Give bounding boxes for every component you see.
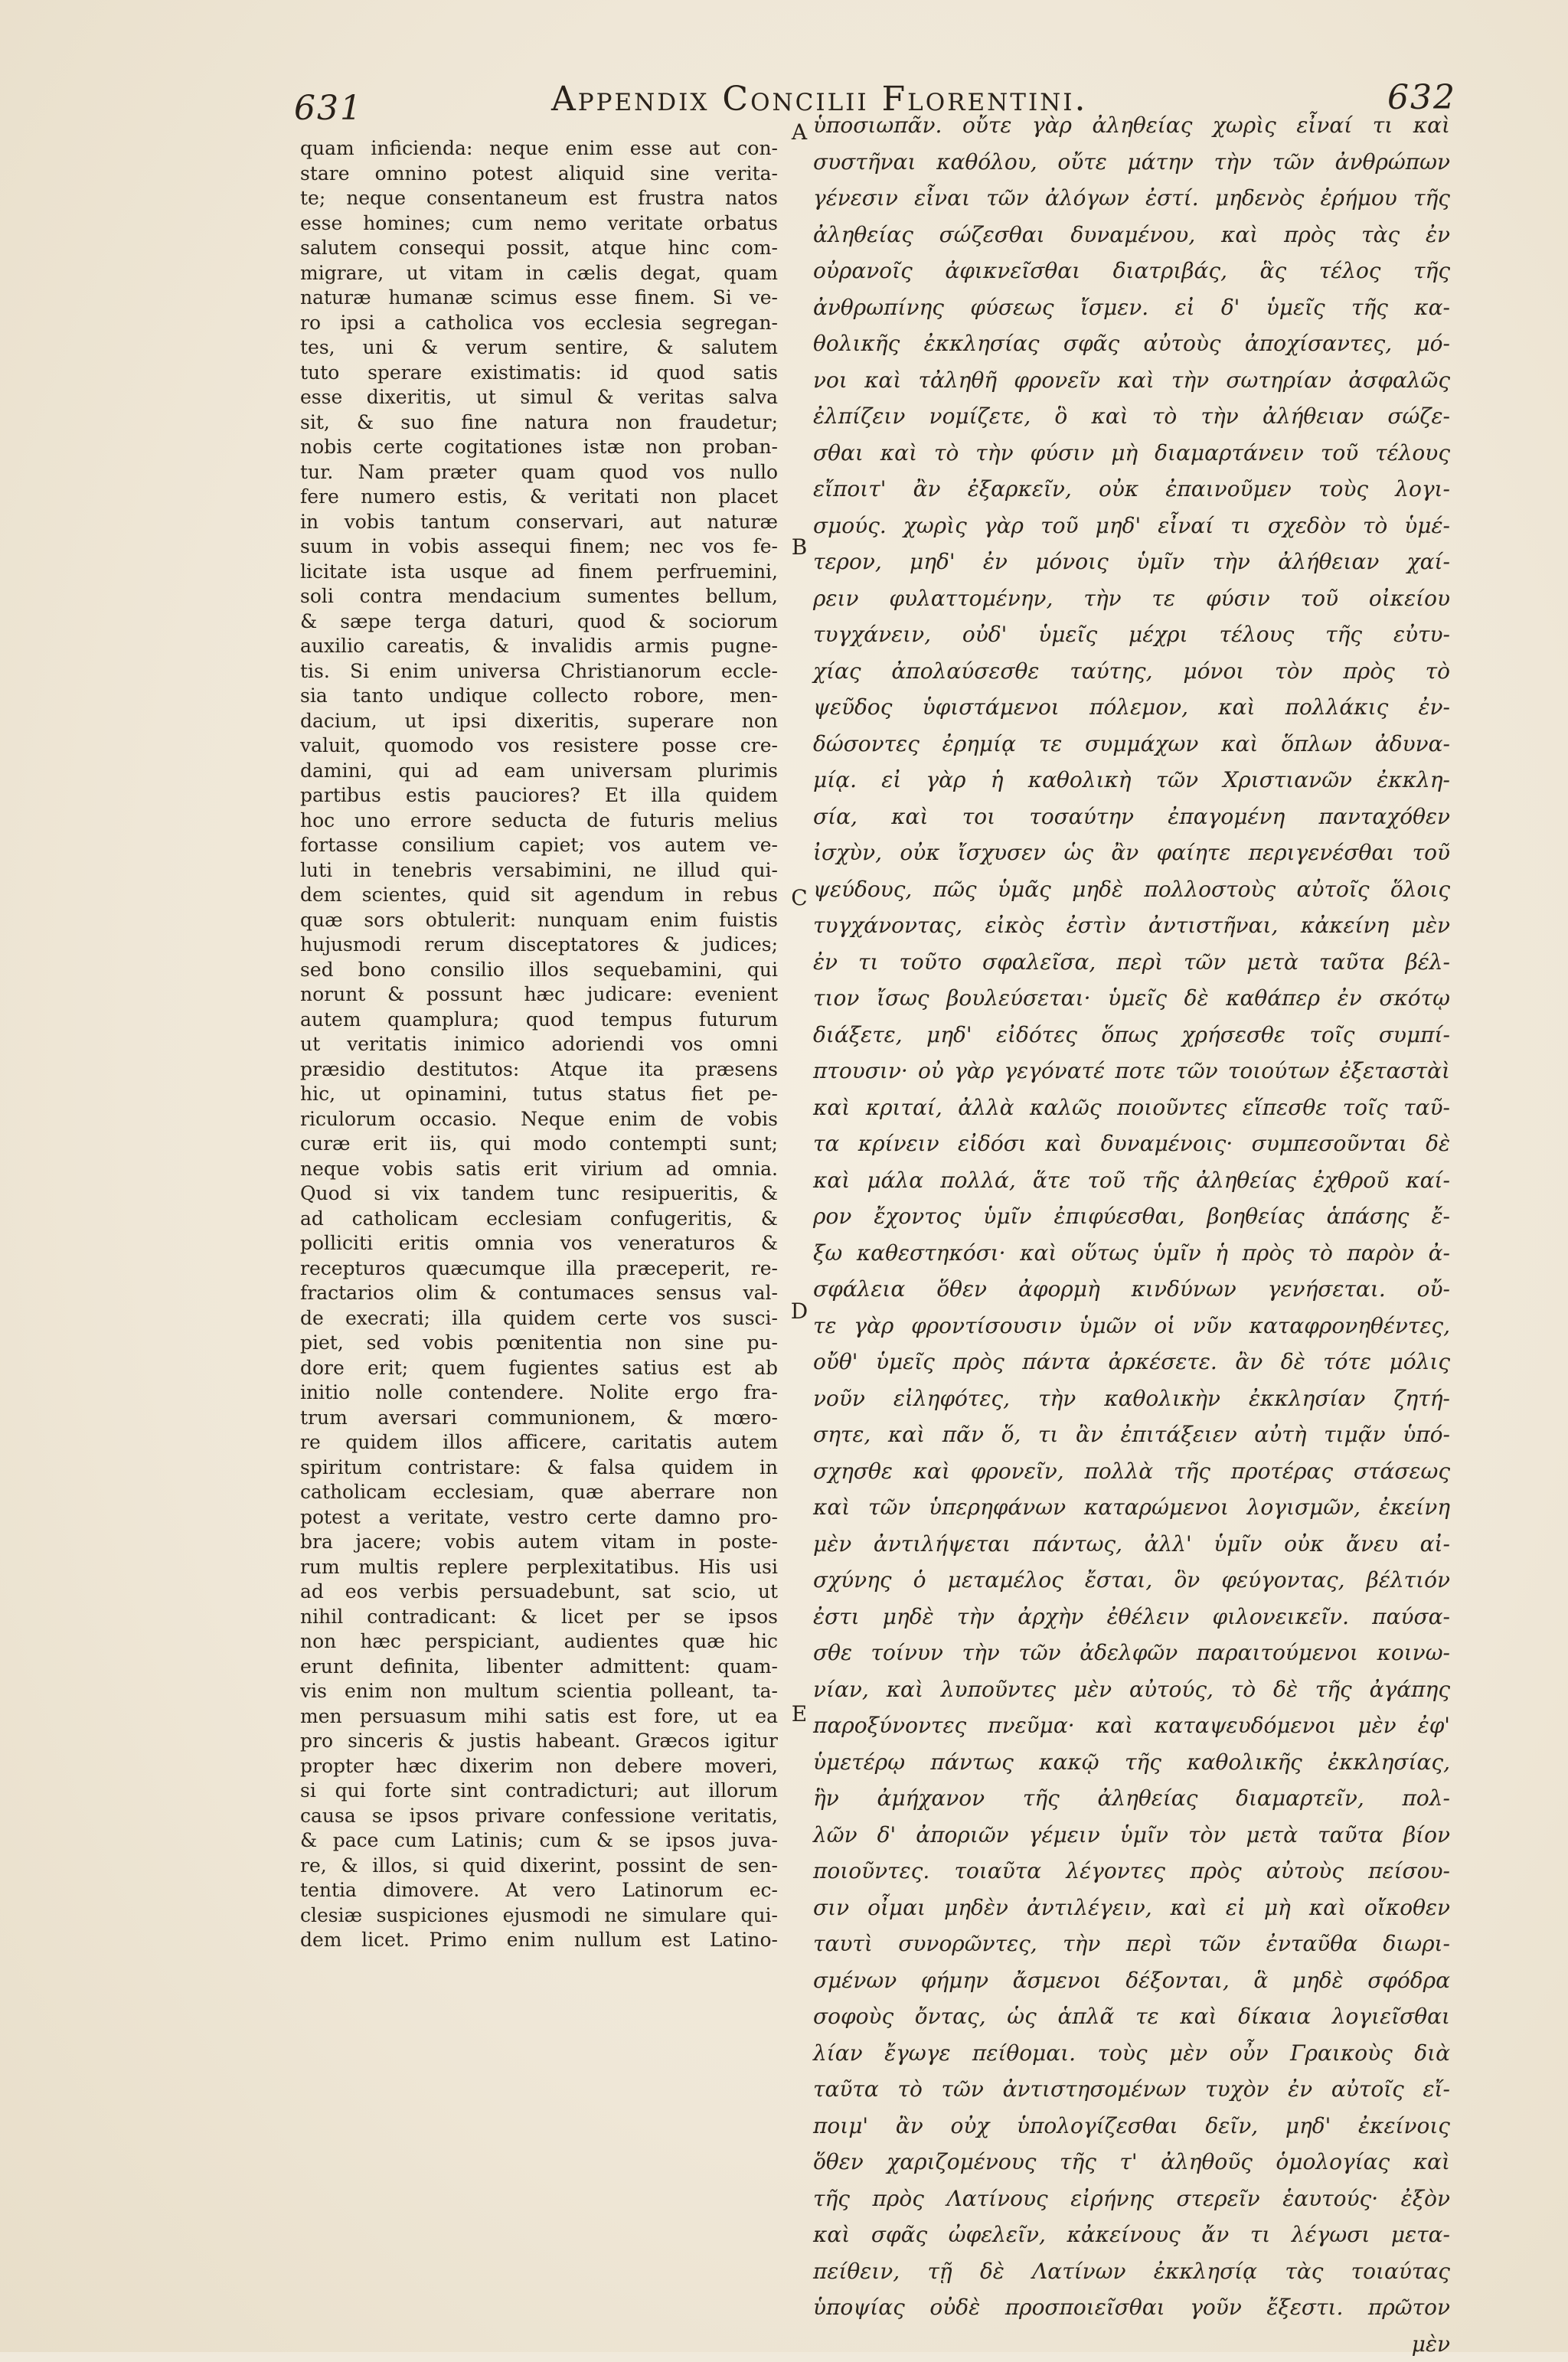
latin-text-line: fere numero estis, & veritati non placet (300, 485, 778, 510)
greek-text-line: ὑποψίας οὐδὲ προσποιεῖσθαι γοῦν ἔξεστι. πρῶτον (813, 2289, 1450, 2326)
greek-text-line: πείθειν, τῇ δὲ Λατίνων ἐκκλησίᾳ τὰς τοιαύτας (813, 2253, 1450, 2290)
greek-text-line: ρον ἔχοντος ὑμῖν ἐπιφύεσθαι, βοηθείας ἁπάσης ἔ- (813, 1198, 1450, 1235)
latin-text-line: dem licet. Primo enim nullum est Latino- (300, 1928, 778, 1953)
latin-text-line: catholicam ecclesiam, quæ aberrare non (300, 1480, 778, 1505)
latin-text-line: soli contra mendacium sumentes bellum, (300, 584, 778, 609)
greek-text-line: καὶ μάλα πολλά, ἅτε τοῦ τῆς ἀληθείας ἐχθροῦ καί- (813, 1162, 1450, 1199)
greek-text-line: τερον, μηδ' ἐν μόνοις ὑμῖν τὴν ἀλήθειαν χαί- (813, 544, 1450, 580)
latin-text-line: pro sinceris & justis habeant. Græcos igitur (300, 1729, 778, 1754)
latin-text-line: tes, uni & verum sentire, & salutem (300, 335, 778, 361)
greek-text-line: εἴποιτ' ἂν ἐξαρκεῖν, οὐκ ἐπαινοῦμεν τοὺς λογι- (813, 471, 1450, 508)
greek-text-line: οὐρανοῖς ἀφικνεῖσθαι διατριβάς, ἃς τέλος τῆς (813, 253, 1450, 289)
latin-text-line: hic, ut opinamini, tutus status fiet pe- (300, 1082, 778, 1107)
latin-text-line: dore erit; quem fugientes satius est ab (300, 1356, 778, 1381)
greek-text-line: τυγχάνειν, οὐδ' ὑμεῖς μέχρι τέλους τῆς εὐτυ- (813, 616, 1450, 653)
latin-text-line: erunt definita, libenter admittent: quam- (300, 1655, 778, 1680)
latin-text-line: propter hæc dixerim non debere moveri, (300, 1754, 778, 1779)
latin-text-line: licitate ista usque ad finem perfruemini, (300, 560, 778, 585)
latin-text-line: auxilio careatis, & invalidis armis pugne- (300, 634, 778, 659)
greek-text-line: τιον ἴσως βουλεύσεται· ὑμεῖς δὲ καθάπερ ἐν σκότῳ (813, 980, 1450, 1017)
latin-text-line: migrare, ut vitam in cælis degat, quam (300, 261, 778, 286)
latin-text-line: initio nolle contendere. Nolite ergo fra- (300, 1380, 778, 1406)
greek-text-line: σητε, καὶ πᾶν ὅ, τι ἂν ἐπιτάξειεν αὐτὴ τιμᾷν ὑπό- (813, 1416, 1450, 1453)
greek-text-line: σθαι καὶ τὸ τὴν φύσιν μὴ διαμαρτάνειν τοῦ τέλους (813, 435, 1450, 472)
latin-text-line: naturæ humanæ scimus esse finem. Si ve- (300, 286, 778, 311)
latin-text-line: tuto sperare existimatis: id quod satis (300, 361, 778, 386)
latin-text-line: fortasse consilium capiet; vos autem ve- (300, 833, 778, 858)
latin-text-line: & sæpe terga daturi, quod & sociorum (300, 609, 778, 635)
greek-text-column (813, 107, 1450, 2128)
latin-text-line: non hæc perspiciant, audientes quæ hic (300, 1629, 778, 1655)
greek-text-line: μὲν (813, 2326, 1450, 2362)
greek-text-line: ἐλπίζειν νομίζετε, ὃ καὶ τὸ τὴν ἀλήθειαν σώζε- (813, 398, 1450, 435)
greek-text-line: θολικῆς ἐκκλησίας σφᾶς αὐτοὺς ἀποχίσαντες, μό- (813, 325, 1450, 362)
section-marker-e: E (789, 1701, 810, 1727)
latin-text-line: de execrati; illa quidem certe vos susci- (300, 1306, 778, 1331)
latin-text-line: causa se ipsos privare confessione veritatis, (300, 1804, 778, 1829)
greek-text-line: ἐν τι τοῦτο σφαλεῖσα, περὶ τῶν μετὰ ταῦτα βέλ- (813, 944, 1450, 981)
latin-text-line: in vobis tantum conservari, aut naturæ (300, 510, 778, 535)
greek-text-line: τῆς πρὸς Λατίνους εἰρήνης στερεῖν ἑαυτούς· ἐξὸν (813, 2181, 1450, 2217)
latin-text-column (300, 136, 778, 2112)
latin-text-line: luti in tenebris versabimini, ne illud qui- (300, 858, 778, 884)
greek-text-line: ὅθεν χαριζομένους τῆς τ' ἀληθοῦς ὁμολογίας καὶ (813, 2144, 1450, 2181)
greek-text-line: ψεύδους, πῶς ὑμᾶς μηδὲ πολλοστοὺς αὐτοῖς ὅλοις (813, 871, 1450, 908)
greek-text-line: ταῦτα τὸ τῶν ἀντιστησομένων τυχὸν ἐν αὐτοῖς εἴ- (813, 2071, 1450, 2108)
greek-text-line: διάξετε, μηδ' εἰδότες ὅπως χρήσεσθε τοῖς συμπί- (813, 1017, 1450, 1054)
latin-text-line: esse homines; cum nemo veritate orbatus (300, 211, 778, 237)
latin-text-line: fractarios olim & contumaces sensus val- (300, 1281, 778, 1306)
latin-text-line: salutem consequi possit, atque hinc com- (300, 236, 778, 261)
greek-text-line: χίας ἀπολαύσεσθε ταύτης, μόνοι τὸν πρὸς τὸ (813, 653, 1450, 690)
greek-text-line: σμένων φήμην ἄσμενοι δέξονται, ἃ μηδὲ σφόδρα (813, 1962, 1450, 1999)
latin-text-line: damini, qui ad eam universam plurimis (300, 759, 778, 784)
greek-text-line: σθε τοίνυν τὴν τῶν ἀδελφῶν παραιτούμενοι κοινω- (813, 1635, 1450, 1671)
greek-text-line: συστῆναι καθόλου, οὔτε μάτην τὴν τῶν ἀνθρώπων (813, 144, 1450, 181)
latin-text-line: stare omnino potest aliquid sine verita- (300, 162, 778, 187)
latin-text-line: sed bono consilio illos sequebamini, qui (300, 958, 778, 983)
latin-text-line: rum multis replere perplexitatibus. His usi (300, 1555, 778, 1580)
greek-text-line: καὶ κριταί, ἀλλὰ καλῶς ποιοῦντες εἵπεσθε τοῖς ταῦ- (813, 1090, 1450, 1126)
latin-text-line: hujusmodi rerum disceptatores & judices; (300, 933, 778, 958)
latin-text-line: dem scientes, quid sit agendum in rebus (300, 883, 778, 908)
latin-text-line: hoc uno errore seducta de futuris melius (300, 809, 778, 834)
latin-text-line: sit, & suo fine natura non fraudetur; (300, 410, 778, 436)
greek-text-line: ποιμ' ἂν οὐχ ὑπολογίζεσθαι δεῖν, μηδ' ἐκείνοις (813, 2108, 1450, 2145)
greek-text-line: ἀνθρωπίνης φύσεως ἴσμεν. εἰ δ' ὑμεῖς τῆς κα- (813, 289, 1450, 326)
greek-text-line: γένεσιν εἶναι τῶν ἀλόγων ἐστί. μηδενὸς ἐρήμου τῆς (813, 180, 1450, 217)
latin-text-line: suum in vobis assequi finem; nec vos fe- (300, 534, 778, 560)
section-marker-a: A (789, 119, 810, 145)
latin-text-line: sia tanto undique collecto robore, men- (300, 684, 778, 709)
latin-text-line: si qui forte sint contradicturi; aut illorum (300, 1779, 778, 1804)
latin-text-line: autem quamplura; quod tempus futurum (300, 1008, 778, 1033)
latin-text-line: men persuasum mihi satis est fore, ut ea (300, 1704, 778, 1730)
latin-text-line: præsidio destitutos: Atque ita præsens (300, 1057, 778, 1083)
greek-text-line: σιν οἶμαι μηδὲν ἀντιλέγειν, καὶ εἰ μὴ καὶ οἴκοθεν (813, 1890, 1450, 1926)
greek-text-line: καὶ τῶν ὑπερηφάνων καταρώμενοι λογισμῶν, ἐκείνη (813, 1489, 1450, 1526)
latin-text-line: nihil contradicant: & licet per se ipsos (300, 1605, 778, 1630)
page-number-right: 632 (1387, 78, 1456, 117)
greek-text-line: σχύνης ὁ μεταμέλος ἔσται, ὃν φεύγοντας, βέλτιόν (813, 1562, 1450, 1599)
running-title: Appendix Concilii Florentini. (551, 80, 1088, 119)
latin-text-line: bra jacere; vobis autem vitam in poste- (300, 1530, 778, 1555)
greek-text-line: σοφοὺς ὄντας, ὡς ἁπλᾶ τε καὶ δίκαια λογιεῖσθαι (813, 1998, 1450, 2035)
latin-text-line: quæ sors obtulerit: nunquam enim fuistis (300, 908, 778, 933)
latin-text-line: partibus estis pauciores? Et illa quidem (300, 783, 778, 809)
greek-text-line: μίᾳ. εἰ γὰρ ἡ καθολικὴ τῶν Χριστιανῶν ἐκκλη- (813, 762, 1450, 799)
greek-text-line: σμούς. χωρὶς γὰρ τοῦ μηδ' εἶναί τι σχεδὸν τὸ ὑμέ- (813, 508, 1450, 544)
latin-text-line: spiritum contristare: & falsa quidem in (300, 1455, 778, 1481)
greek-text-line: οὔθ' ὑμεῖς πρὸς πάντα ἀρκέσετε. ἂν δὲ τότε μόλις (813, 1344, 1450, 1380)
latin-text-line: & pace cum Latinis; cum & se ipsos juva- (300, 1828, 778, 1854)
latin-text-line: neque vobis satis erit virium ad omnia. (300, 1157, 778, 1182)
latin-text-line: trum aversari communionem, & mœro- (300, 1406, 778, 1431)
section-marker-c: C (789, 885, 810, 910)
greek-text-line: λίαν ἔγωγε πείθομαι. τοὺς μὲν οὖν Γραικοὺς διὰ (813, 2035, 1450, 2072)
latin-text-line: vis enim non multum scientia polleant, ta- (300, 1679, 778, 1704)
greek-text-line: νίαν, καὶ λυποῦντες μὲν αὐτούς, τὸ δὲ τῆς ἀγάπης (813, 1671, 1450, 1708)
greek-text-line: ρειν φυλαττομένην, τὴν τε φύσιν τοῦ οἰκείου (813, 580, 1450, 617)
greek-text-line: σφάλεια ὅθεν ἀφορμὴ κινδύνων γενήσεται. οὔ- (813, 1271, 1450, 1308)
greek-text-line: νοι καὶ τἀληθῆ φρονεῖν καὶ τὴν σωτηρίαν ἀσφαλῶς (813, 362, 1450, 399)
section-marker-d: D (789, 1299, 810, 1324)
greek-text-line: ἀληθείας σώζεσθαι δυναμένου, καὶ πρὸς τὰς ἐν (813, 217, 1450, 253)
latin-text-line: re, & illos, si quid dixerint, possint de sen- (300, 1854, 778, 1879)
latin-text-line: esse dixeritis, ut simul & veritas salva (300, 385, 778, 410)
latin-text-line: ut veritatis inimico adoriendi vos omni (300, 1032, 778, 1057)
latin-text-line: recepturos quæcumque illa præceperit, re- (300, 1256, 778, 1282)
greek-text-line: νοῦν εἰληφότες, τὴν καθολικὴν ἐκκλησίαν ζητή- (813, 1380, 1450, 1417)
latin-text-line: tentia dimovere. At vero Latinorum ec- (300, 1878, 778, 1903)
greek-text-line: καὶ σφᾶς ὠφελεῖν, κἀκείνους ἄν τι λέγωσι μετα- (813, 2217, 1450, 2253)
greek-text-line: ταυτὶ συνορῶντες, τὴν περὶ τῶν ἐνταῦθα διωρι- (813, 1926, 1450, 1962)
latin-text-line: ad catholicam ecclesiam confugeritis, & (300, 1207, 778, 1232)
greek-text-line: ἐστι μηδὲ τὴν ἀρχὴν ἐθέλειν φιλονεικεῖν. παύσα- (813, 1599, 1450, 1635)
latin-text-line: clesiæ suspiciones ejusmodi ne simulare qui- (300, 1903, 778, 1929)
latin-text-line: dacium, ut ipsi dixeritis, superare non (300, 709, 778, 734)
latin-text-line: te; neque consentaneum est frustra natos (300, 186, 778, 211)
latin-text-line: valuit, quomodo vos resistere posse cre- (300, 733, 778, 759)
latin-text-line: curæ erit iis, qui modo contempti sunt; (300, 1132, 778, 1157)
greek-text-line: ψεῦδος ὑφιστάμενοι πόλεμον, καὶ πολλάκις ἐν- (813, 689, 1450, 726)
latin-text-line: ad eos verbis persuadebunt, sat scio, ut (300, 1580, 778, 1605)
greek-text-line: ἣν ἀμήχανον τῆς ἀληθείας διαμαρτεῖν, πολ- (813, 1780, 1450, 1817)
greek-text-line: τα κρίνειν εἰδόσι καὶ δυναμένοις· συμπεσοῦνται δὲ (813, 1125, 1450, 1162)
latin-text-line: nobis certe cogitationes istæ non proban- (300, 435, 778, 460)
greek-text-line: σία, καὶ τοι τοσαύτην ἐπαγομένη πανταχόθεν (813, 799, 1450, 835)
greek-text-line: σχησθε καὶ φρονεῖν, πολλὰ τῆς προτέρας στάσεως (813, 1453, 1450, 1490)
greek-text-line: τε γὰρ φροντίσουσιν ὑμῶν οἱ νῦν καταφρονηθέντες, (813, 1308, 1450, 1344)
section-marker-b: B (789, 534, 810, 560)
greek-text-line: ξω καθεστηκόσι· καὶ οὕτως ὑμῖν ἡ πρὸς τὸ παρὸν ἀ- (813, 1235, 1450, 1272)
greek-text-line: πτουσιν· οὐ γὰρ γεγόνατέ ποτε τῶν τοιούτων ἐξεταστὰὶ (813, 1053, 1450, 1090)
greek-text-line: ὑποσιωπᾶν. οὔτε γὰρ ἀληθείας χωρὶς εἶναί τι καὶ (813, 107, 1450, 144)
greek-text-line: μὲν ἀντιλήψεται πάντως, ἀλλ' ὑμῖν οὐκ ἄνευ αἰ- (813, 1526, 1450, 1563)
latin-text-line: quam inficienda: neque enim esse aut con- (300, 136, 778, 162)
greek-text-line: λῶν δ' ἀποριῶν γέμειν ὑμῖν τὸν μετὰ ταῦτα βίον (813, 1817, 1450, 1854)
greek-text-line: ἰσχὺν, οὐκ ἴσχυσεν ὡς ἂν φαίητε περιγενέσθαι τοῦ (813, 835, 1450, 871)
greek-text-line: παροξύνοντες πνεῦμα· καὶ καταψευδόμενοι μὲν ἐφ' (813, 1707, 1450, 1744)
latin-text-line: tis. Si enim universa Christianorum eccle- (300, 659, 778, 684)
latin-text-line: potest a veritate, vestro certe damno pro- (300, 1505, 778, 1531)
greek-text-line: δώσοντες ἐρημίᾳ τε συμμάχων καὶ ὅπλων ἀδυνα- (813, 726, 1450, 763)
latin-text-line: ro ipsi a catholica vos ecclesia segregan- (300, 311, 778, 336)
greek-text-line: ποιοῦντες. τοιαῦτα λέγοντες πρὸς αὐτοὺς πείσου- (813, 1853, 1450, 1890)
latin-text-line: norunt & possunt hæc judicare: evenient (300, 982, 778, 1008)
page-number-left: 631 (294, 89, 363, 128)
latin-text-line: re quidem illos afficere, caritatis autem (300, 1430, 778, 1455)
greek-text-line: ὑμετέρῳ πάντως κακῷ τῆς καθολικῆς ἐκκλησίας, (813, 1744, 1450, 1781)
latin-text-line: tur. Nam præter quam quod vos nullo (300, 460, 778, 485)
latin-text-line: piet, sed vobis pœnitentia non sine pu- (300, 1331, 778, 1356)
latin-text-line: Quod si vix tandem tunc resipueritis, & (300, 1181, 778, 1207)
greek-text-line: τυγχάνοντας, εἰκὸς ἐστὶν ἀντιστῆναι, κἀκείνη μὲν (813, 907, 1450, 944)
latin-text-line: polliciti eritis omnia vos veneraturos & (300, 1231, 778, 1256)
latin-text-line: riculorum occasio. Neque enim de vobis (300, 1107, 778, 1132)
